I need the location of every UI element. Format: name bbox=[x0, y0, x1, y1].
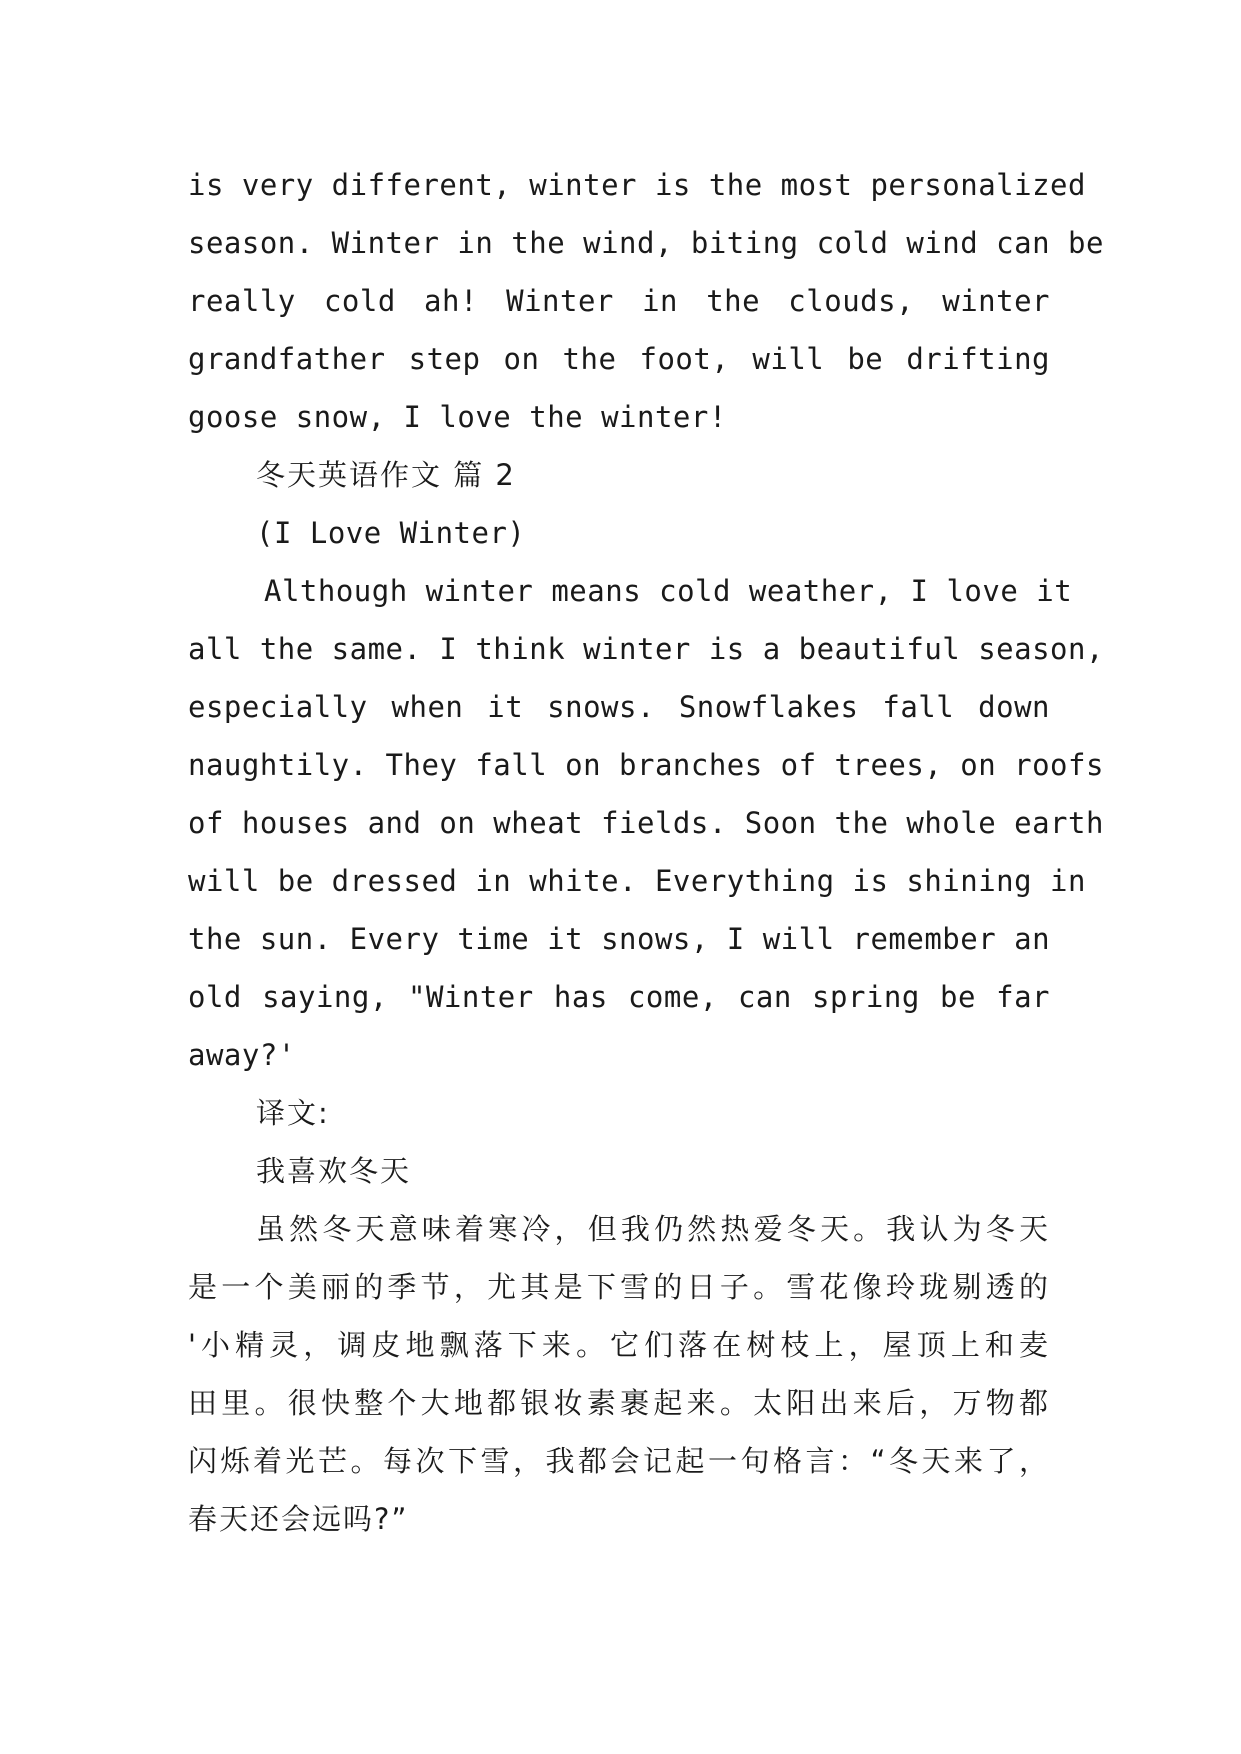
text-line: 是一个美丽的季节，尤其是下雪的日子。雪花像玲珑剔透的 bbox=[188, 1270, 1050, 1304]
text-line: all the same. I think winter is a beautiful season, bbox=[188, 632, 1104, 666]
section-heading: 冬天英语作文 篇 2 bbox=[256, 458, 516, 492]
text-line: 田里。很快整个大地都银妆素裹起来。太阳出来后，万物都 bbox=[188, 1386, 1050, 1420]
text-line: 虽然冬天意味着寒冷，但我仍然热爱冬天。我认为冬天 bbox=[256, 1212, 1050, 1246]
text-line: naughtily. They fall on branches of trees, on roofs bbox=[188, 748, 1104, 782]
text-line: goose snow, I love the winter! bbox=[188, 400, 727, 434]
translation-title: 我喜欢冬天 bbox=[256, 1154, 412, 1188]
text-line: is very different, winter is the most personalized bbox=[188, 168, 1086, 202]
text-line: the sun. Every time it snows, I will remember an bbox=[188, 922, 1051, 956]
paragraph-chinese bbox=[188, 1200, 1050, 1548]
text-line: '小精灵，调皮地飘落下来。它们落在树枝上，屋顶上和麦 bbox=[188, 1328, 1050, 1362]
text-line: grandfather step on the foot, will be drifting bbox=[188, 342, 1050, 376]
paragraph-english-2 bbox=[188, 562, 1104, 1084]
text-line: really cold ah! Winter in the clouds, winter bbox=[188, 284, 1050, 318]
text-line: Although winter means cold weather, I love it bbox=[264, 574, 1073, 608]
translation-label: 译文: bbox=[256, 1096, 330, 1130]
text-line: old saying, "Winter has come, can spring be far bbox=[188, 980, 1050, 1014]
text-line: away?' bbox=[188, 1038, 296, 1072]
paragraph-english-1 bbox=[188, 156, 1104, 446]
document-page bbox=[188, 156, 1104, 1548]
text-line: 春天还会远吗?” bbox=[188, 1502, 409, 1536]
text-line: 闪烁着光芒。每次下雪，我都会记起一句格言：“冬天来了， bbox=[188, 1444, 1050, 1478]
text-line: season. Winter in the wind, biting cold wind can be bbox=[188, 226, 1104, 260]
essay-title: (I Love Winter) bbox=[256, 516, 526, 550]
text-line: will be dressed in white. Everything is shining in bbox=[188, 864, 1086, 898]
text-line: of houses and on wheat fields. Soon the whole earth bbox=[188, 806, 1104, 840]
text-line: especially when it snows. Snowflakes fall down bbox=[188, 690, 1050, 724]
